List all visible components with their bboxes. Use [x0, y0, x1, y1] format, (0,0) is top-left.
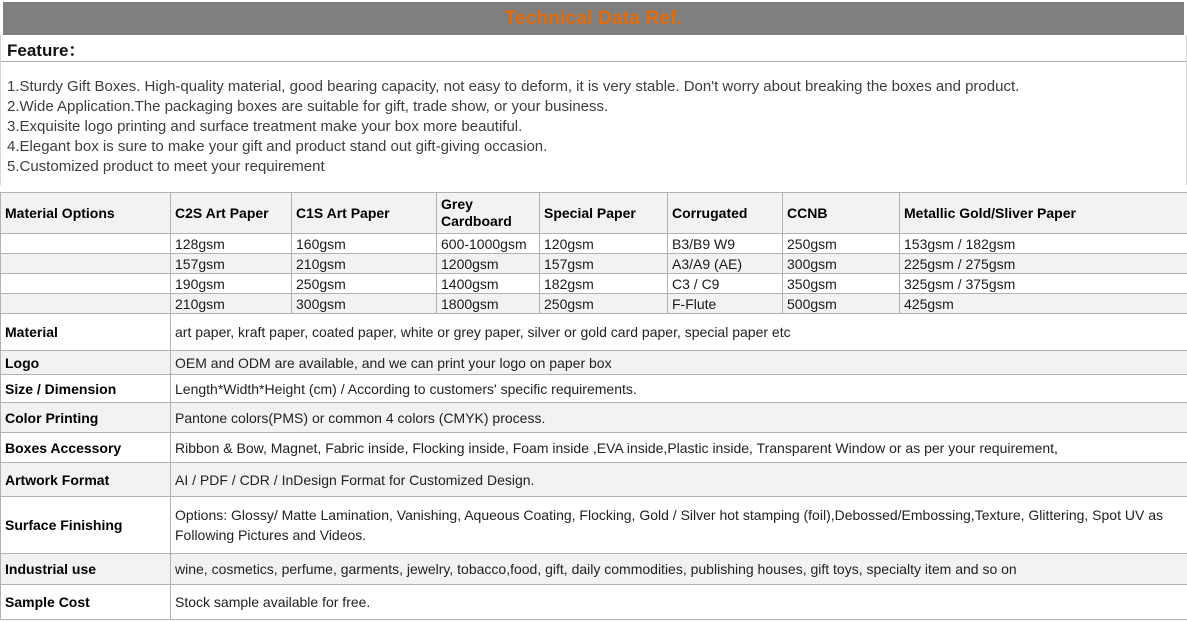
spec-row-industrial-use — [1, 554, 1187, 585]
spec-row-surface-finishing — [1, 497, 1187, 554]
feature-section — [0, 35, 1187, 185]
gsm-cell: 128gsm — [171, 234, 292, 254]
gsm-cell: 225gsm / 275gsm — [900, 254, 1187, 274]
spec-row-color-printing — [1, 403, 1187, 433]
spec-label: Industrial use — [1, 554, 171, 585]
gsm-cell: 250gsm — [292, 274, 437, 294]
spec-row-size-dimension — [1, 375, 1187, 403]
feature-item: 2.Wide Application.The packaging boxes are suitable for gift, trade show, or your business. — [7, 97, 1186, 117]
gsm-cell: 157gsm — [171, 254, 292, 274]
gsm-cell: 120gsm — [540, 234, 668, 254]
gsm-cell: 250gsm — [540, 294, 668, 314]
gsm-cell: 160gsm — [292, 234, 437, 254]
spec-value: Length*Width*Height (cm) / According to customers' specific requirements. — [171, 375, 1187, 403]
gsm-cell: 210gsm — [171, 294, 292, 314]
feature-item: 3.Exquisite logo printing and surface treatment make your box more beautiful. — [7, 117, 1186, 137]
page-title: Technical Data Ref. — [505, 8, 683, 30]
gsm-cell — [1, 274, 171, 294]
gsm-cell: 1400gsm — [437, 274, 540, 294]
table-header-row — [1, 193, 1187, 234]
gsm-cell: 500gsm — [783, 294, 900, 314]
gsm-cell: 250gsm — [783, 234, 900, 254]
feature-list — [1, 62, 1186, 185]
gsm-cell: 600-1000gsm — [437, 234, 540, 254]
gsm-cell: 157gsm — [540, 254, 668, 274]
spec-value: Pantone colors(PMS) or common 4 colors (CMYK) process. — [171, 403, 1187, 433]
feature-item: 5.Customized product to meet your requirement — [7, 157, 1186, 177]
column-header-c2s-art-paper: C2S Art Paper — [171, 193, 292, 234]
gsm-cell: 1200gsm — [437, 254, 540, 274]
gsm-cell: 425gsm — [900, 294, 1187, 314]
spec-label: Boxes Accessory — [1, 433, 171, 463]
table-row — [1, 254, 1187, 274]
spec-row-sample-cost — [1, 585, 1187, 620]
spec-label: Sample Cost — [1, 585, 171, 620]
gsm-cell: 325gsm / 375gsm — [900, 274, 1187, 294]
spec-value: Stock sample available for free. — [171, 585, 1187, 620]
feature-item: 4.Elegant box is sure to make your gift and product stand out gift-giving occasion. — [7, 137, 1186, 157]
spec-label: Logo — [1, 351, 171, 375]
spec-value: Options: Glossy/ Matte Lamination, Vanishing, Aqueous Coating, Flocking, Gold / Silver hot stamping (foil),Debossed/Embossing,Texture, Glittering, Spot UV as Following Pictures and Videos. — [171, 497, 1187, 554]
column-header-c1s-art-paper: C1S Art Paper — [292, 193, 437, 234]
gsm-cell: 1800gsm — [437, 294, 540, 314]
gsm-cell: C3 / C9 — [668, 274, 783, 294]
spec-value: wine, cosmetics, perfume, garments, jewelry, tobacco,food, gift, daily commodities, publishing houses, gift toys, specialty item and so on — [171, 554, 1187, 585]
title-bar — [3, 2, 1184, 35]
spec-row-artwork-format — [1, 463, 1187, 497]
column-header-special-paper: Special Paper — [540, 193, 668, 234]
column-header-grey-cardboard: Grey Cardboard — [437, 193, 540, 234]
gsm-cell: 210gsm — [292, 254, 437, 274]
spec-row-logo — [1, 351, 1187, 375]
spec-row-material — [1, 314, 1187, 351]
gsm-cell — [1, 254, 171, 274]
feature-heading: Feature： — [1, 35, 1186, 62]
gsm-cell: 182gsm — [540, 274, 668, 294]
gsm-cell: 300gsm — [783, 254, 900, 274]
spec-label: Material — [1, 314, 171, 351]
spec-label: Artwork Format — [1, 463, 171, 497]
spec-value: art paper, kraft paper, coated paper, white or grey paper, silver or gold card paper, special paper etc — [171, 314, 1187, 351]
gsm-cell: 153gsm / 182gsm — [900, 234, 1187, 254]
spec-value: AI / PDF / CDR / InDesign Format for Customized Design. — [171, 463, 1187, 497]
table-row — [1, 234, 1187, 254]
table-row — [1, 294, 1187, 314]
column-header-corrugated: Corrugated — [668, 193, 783, 234]
gsm-cell: 300gsm — [292, 294, 437, 314]
table-row — [1, 274, 1187, 294]
column-header-ccnb: CCNB — [783, 193, 900, 234]
column-header-material-options: Material Options — [1, 193, 171, 234]
spec-label: Size / Dimension — [1, 375, 171, 403]
feature-item: 1.Sturdy Gift Boxes. High-quality material, good bearing capacity, not easy to deform, it is very stable. Don't worry about breaking the boxes and product. — [7, 77, 1186, 97]
spec-value: OEM and ODM are available, and we can print your logo on paper box — [171, 351, 1187, 375]
gsm-cell: F-Flute — [668, 294, 783, 314]
spec-label: Color Printing — [1, 403, 171, 433]
gsm-cell: 350gsm — [783, 274, 900, 294]
spec-label: Surface Finishing — [1, 497, 171, 554]
gsm-cell — [1, 294, 171, 314]
spec-value: Ribbon & Bow, Magnet, Fabric inside, Flocking inside, Foam inside ,EVA inside,Plastic inside, Transparent Window or as per your requirement, — [171, 433, 1187, 463]
gsm-cell: A3/A9 (AE) — [668, 254, 783, 274]
column-header-metallic-paper: Metallic Gold/Sliver Paper — [900, 193, 1187, 234]
gsm-cell — [1, 234, 171, 254]
spec-row-boxes-accessory — [1, 433, 1187, 463]
gsm-cell: B3/B9 W9 — [668, 234, 783, 254]
materials-table — [0, 192, 1187, 620]
gsm-cell: 190gsm — [171, 274, 292, 294]
